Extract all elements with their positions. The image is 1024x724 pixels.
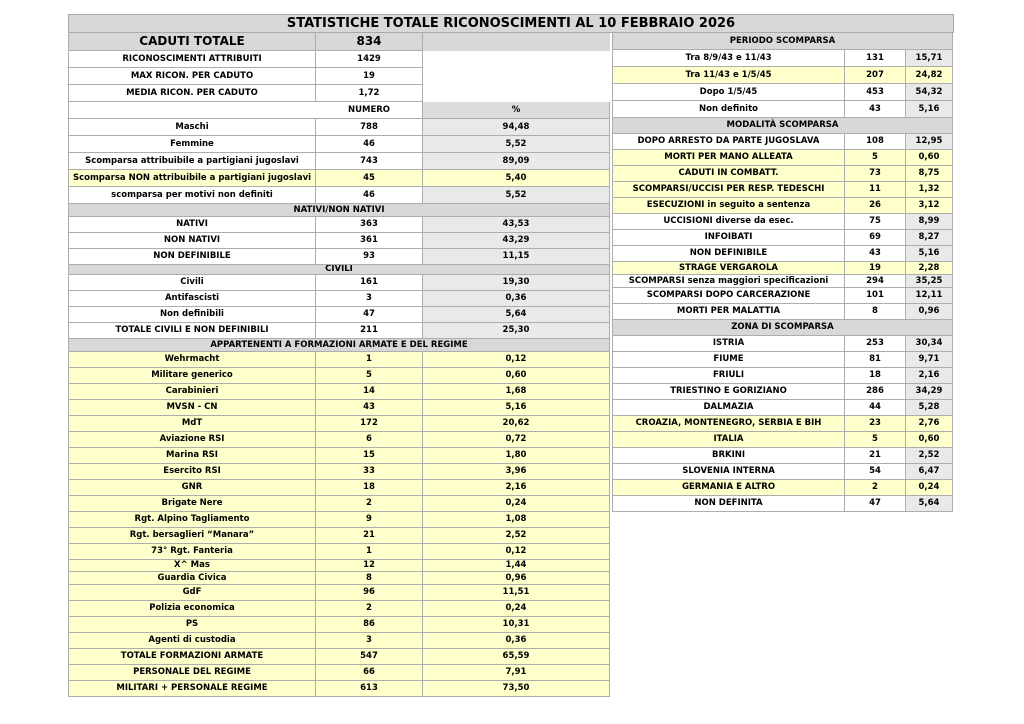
row-percent: 0,24 <box>423 496 610 512</box>
row-percent: 94,48 <box>423 119 610 136</box>
row-percent: 5,16 <box>906 246 953 262</box>
table-row <box>612 384 953 400</box>
section-title: PERIODO SCOMPARSA <box>612 33 953 50</box>
section-header-row <box>68 204 610 217</box>
row-label: Antifascisti <box>68 291 316 307</box>
row-number: 788 <box>316 119 423 136</box>
right-table <box>612 33 953 512</box>
row-number: 19 <box>316 68 423 85</box>
table-row <box>68 665 610 681</box>
table-row <box>612 288 953 304</box>
numero-column-header: NUMERO <box>316 102 423 119</box>
row-percent: 5,16 <box>906 101 953 118</box>
row-number: 43 <box>316 400 423 416</box>
table-row <box>68 601 610 617</box>
section-header-row <box>612 118 953 134</box>
section-title: NATIVI/NON NATIVI <box>68 204 610 217</box>
row-label: Brigate Nere <box>68 496 316 512</box>
row-percent: 0,24 <box>906 480 953 496</box>
table-row <box>68 368 610 384</box>
row-number: 3 <box>316 291 423 307</box>
table-row <box>68 153 610 170</box>
table-row <box>68 384 610 400</box>
table-row <box>612 262 953 275</box>
row-number: 3 <box>316 633 423 649</box>
row-number: 1 <box>316 352 423 368</box>
row-number: 47 <box>845 496 906 512</box>
row-number: 5 <box>845 150 906 166</box>
table-row <box>612 50 953 67</box>
row-label: CROAZIA, MONTENEGRO, SERBIA E BIH <box>612 416 845 432</box>
row-label: Scomparsa attribuibile a partigiani jugoslavi <box>68 153 316 170</box>
summary-row <box>68 68 610 85</box>
section-title: ZONA DI SCOMPARSA <box>612 320 953 336</box>
row-label: CADUTI IN COMBATT. <box>612 166 845 182</box>
row-label: Aviazione RSI <box>68 432 316 448</box>
row-number: 2 <box>845 480 906 496</box>
row-label: 73° Rgt. Fanteria <box>68 544 316 560</box>
table-row <box>68 512 610 528</box>
row-label: MILITARI + PERSONALE REGIME <box>68 681 316 697</box>
row-percent: 24,82 <box>906 67 953 84</box>
table-row <box>68 617 610 633</box>
row-number: 361 <box>316 233 423 249</box>
row-percent: 11,15 <box>423 249 610 265</box>
table-row <box>68 496 610 512</box>
row-percent: 0,60 <box>423 368 610 384</box>
spacer-cell <box>423 68 610 85</box>
row-number: 66 <box>316 665 423 681</box>
table-row <box>612 336 953 352</box>
row-label: ITALIA <box>612 432 845 448</box>
table-row <box>612 352 953 368</box>
row-percent: 0,96 <box>423 572 610 585</box>
row-label: TOTALE CIVILI E NON DEFINIBILI <box>68 323 316 339</box>
left-table <box>68 33 610 697</box>
table-row <box>612 464 953 480</box>
row-percent: 73,50 <box>423 681 610 697</box>
table-row <box>612 400 953 416</box>
table-row <box>68 560 610 572</box>
row-label: Rgt. Alpino Tagliamento <box>68 512 316 528</box>
row-number: 46 <box>316 187 423 204</box>
row-percent: 30,34 <box>906 336 953 352</box>
spacer-cell <box>423 85 610 102</box>
row-percent: 2,16 <box>906 368 953 384</box>
row-label: GdF <box>68 585 316 601</box>
row-label: DOPO ARRESTO DA PARTE JUGOSLAVA <box>612 134 845 150</box>
row-number: 18 <box>316 480 423 496</box>
row-label: Non definibili <box>68 307 316 323</box>
section-title: CIVILI <box>68 265 610 275</box>
table-row <box>612 416 953 432</box>
table-row <box>612 150 953 166</box>
row-number: 43 <box>845 246 906 262</box>
table-row <box>612 182 953 198</box>
row-number: 81 <box>845 352 906 368</box>
row-number: 11 <box>845 182 906 198</box>
row-number: 23 <box>845 416 906 432</box>
row-number: 46 <box>316 136 423 153</box>
row-number: 1 <box>316 544 423 560</box>
summary-row <box>68 51 610 68</box>
row-number: 207 <box>845 67 906 84</box>
row-percent: 0,36 <box>423 291 610 307</box>
row-number: 101 <box>845 288 906 304</box>
row-number: 69 <box>845 230 906 246</box>
row-percent: 5,28 <box>906 400 953 416</box>
table-row <box>68 217 610 233</box>
row-percent: 2,52 <box>906 448 953 464</box>
row-number: 547 <box>316 649 423 665</box>
table-row <box>68 187 610 204</box>
row-percent: 0,60 <box>906 432 953 448</box>
table-row <box>612 166 953 182</box>
row-label: Rgt. bersaglieri “Manara” <box>68 528 316 544</box>
row-percent: 0,36 <box>423 633 610 649</box>
row-label: PERSONALE DEL REGIME <box>68 665 316 681</box>
row-label: MAX RICON. PER CADUTO <box>68 68 316 85</box>
row-label: MdT <box>68 416 316 432</box>
row-label: FRIULI <box>612 368 845 384</box>
row-percent: 12,95 <box>906 134 953 150</box>
table-row <box>612 275 953 288</box>
row-label: ESECUZIONI in seguito a sentenza <box>612 198 845 214</box>
row-label: Polizia economica <box>68 601 316 617</box>
table-row <box>68 681 610 697</box>
row-label: X^ Mas <box>68 560 316 572</box>
row-label: Tra 8/9/43 e 11/43 <box>612 50 845 67</box>
row-number: 45 <box>316 170 423 187</box>
table-row <box>68 544 610 560</box>
row-percent: 19,30 <box>423 275 610 291</box>
row-number: 19 <box>845 262 906 275</box>
row-percent: 2,76 <box>906 416 953 432</box>
table-row <box>68 291 610 307</box>
table-row <box>68 585 610 601</box>
row-number: 21 <box>845 448 906 464</box>
page-title: STATISTICHE TOTALE RICONOSCIMENTI AL 10 FEBBRAIO 2026 <box>68 14 954 33</box>
spacer-cell <box>423 33 610 51</box>
table-row <box>68 136 610 153</box>
row-label: Esercito RSI <box>68 464 316 480</box>
row-percent: 0,72 <box>423 432 610 448</box>
row-label: Wehrmacht <box>68 352 316 368</box>
column-header-row <box>68 102 610 119</box>
row-percent: 65,59 <box>423 649 610 665</box>
row-label: FIUME <box>612 352 845 368</box>
row-label: UCCISIONI diverse da esec. <box>612 214 845 230</box>
table-row <box>68 307 610 323</box>
row-percent: 1,44 <box>423 560 610 572</box>
row-percent: 34,29 <box>906 384 953 400</box>
row-percent: 1,80 <box>423 448 610 464</box>
row-label: NON DEFINITA <box>612 496 845 512</box>
row-label: MORTI PER MALATTIA <box>612 304 845 320</box>
row-number: 12 <box>316 560 423 572</box>
row-number: 21 <box>316 528 423 544</box>
row-number: 363 <box>316 217 423 233</box>
row-label: SCOMPARSI/UCCISI PER RESP. TEDESCHI <box>612 182 845 198</box>
row-number: 47 <box>316 307 423 323</box>
row-label: Scomparsa NON attribuibile a partigiani jugoslavi <box>68 170 316 187</box>
table-row <box>612 246 953 262</box>
row-label: scomparsa per motivi non definiti <box>68 187 316 204</box>
row-percent: 5,52 <box>423 136 610 153</box>
row-number: 1,72 <box>316 85 423 102</box>
row-label: NON NATIVI <box>68 233 316 249</box>
table-row <box>68 275 610 291</box>
row-percent: 20,62 <box>423 416 610 432</box>
row-percent: 0,60 <box>906 150 953 166</box>
table-row <box>612 304 953 320</box>
table-row <box>612 101 953 118</box>
row-label: Maschi <box>68 119 316 136</box>
row-label: SCOMPARSI DOPO CARCERAZIONE <box>612 288 845 304</box>
row-number: 131 <box>845 50 906 67</box>
table-row <box>68 528 610 544</box>
row-number: 161 <box>316 275 423 291</box>
table-row <box>68 480 610 496</box>
row-number: 6 <box>316 432 423 448</box>
table-row <box>68 249 610 265</box>
table-row <box>612 480 953 496</box>
row-label: NATIVI <box>68 217 316 233</box>
row-number: 18 <box>845 368 906 384</box>
table-row <box>612 198 953 214</box>
row-percent: 25,30 <box>423 323 610 339</box>
section-header-row <box>612 320 953 336</box>
row-percent: 2,28 <box>906 262 953 275</box>
row-number: 73 <box>845 166 906 182</box>
percent-column-header: % <box>423 102 610 119</box>
row-percent: 8,75 <box>906 166 953 182</box>
row-percent: 43,53 <box>423 217 610 233</box>
row-percent: 1,32 <box>906 182 953 198</box>
row-label: RICONOSCIMENTI ATTRIBUITI <box>68 51 316 68</box>
row-number: 5 <box>316 368 423 384</box>
row-percent: 6,47 <box>906 464 953 480</box>
row-label: PS <box>68 617 316 633</box>
row-percent: 5,16 <box>423 400 610 416</box>
row-percent: 8,27 <box>906 230 953 246</box>
row-number: 172 <box>316 416 423 432</box>
table-row <box>612 67 953 84</box>
row-number: 1429 <box>316 51 423 68</box>
row-label: SCOMPARSI senza maggiori specificazioni <box>612 275 845 288</box>
row-number: 54 <box>845 464 906 480</box>
table-row <box>68 119 610 136</box>
table-row <box>612 368 953 384</box>
row-number: 294 <box>845 275 906 288</box>
table-row <box>68 633 610 649</box>
row-label: Femmine <box>68 136 316 153</box>
row-label: MEDIA RICON. PER CADUTO <box>68 85 316 102</box>
spacer-cell <box>68 102 316 119</box>
row-percent: 12,11 <box>906 288 953 304</box>
row-label: INFOIBATI <box>612 230 845 246</box>
row-percent: 54,32 <box>906 84 953 101</box>
spacer-cell <box>423 51 610 68</box>
row-percent: 5,52 <box>423 187 610 204</box>
table-row <box>68 170 610 187</box>
row-number: 75 <box>845 214 906 230</box>
row-number: 44 <box>845 400 906 416</box>
row-percent: 7,91 <box>423 665 610 681</box>
row-number: 5 <box>845 432 906 448</box>
table-row <box>612 214 953 230</box>
row-label: Non definito <box>612 101 845 118</box>
row-number: 2 <box>316 601 423 617</box>
row-number: 33 <box>316 464 423 480</box>
row-percent: 10,31 <box>423 617 610 633</box>
row-label: Marina RSI <box>68 448 316 464</box>
table-row <box>68 233 610 249</box>
row-label: MORTI PER MANO ALLEATA <box>612 150 845 166</box>
row-percent: 1,08 <box>423 512 610 528</box>
summary-row <box>68 33 610 51</box>
table-row <box>68 432 610 448</box>
table-row <box>68 416 610 432</box>
row-number: 286 <box>845 384 906 400</box>
row-number: 211 <box>316 323 423 339</box>
row-percent: 35,25 <box>906 275 953 288</box>
row-percent: 0,24 <box>423 601 610 617</box>
row-number: 253 <box>845 336 906 352</box>
row-label: TRIESTINO E GORIZIANO <box>612 384 845 400</box>
table-row <box>612 496 953 512</box>
row-percent: 5,64 <box>906 496 953 512</box>
section-header-row <box>68 265 610 275</box>
row-percent: 2,16 <box>423 480 610 496</box>
row-label: Agenti di custodia <box>68 633 316 649</box>
row-number: 743 <box>316 153 423 170</box>
table-row <box>68 464 610 480</box>
table-row <box>612 230 953 246</box>
row-percent: 8,99 <box>906 214 953 230</box>
table-row <box>68 448 610 464</box>
row-percent: 0,12 <box>423 544 610 560</box>
summary-row <box>68 85 610 102</box>
section-title: APPARTENENTI A FORMAZIONI ARMATE E DEL REGIME <box>68 339 610 352</box>
row-label: BRKINI <box>612 448 845 464</box>
table-row <box>612 432 953 448</box>
row-number: 834 <box>316 33 423 51</box>
table-row <box>68 352 610 368</box>
row-number: 15 <box>316 448 423 464</box>
row-percent: 5,64 <box>423 307 610 323</box>
row-number: 93 <box>316 249 423 265</box>
row-label: CADUTI TOTALE <box>68 33 316 51</box>
table-row <box>68 572 610 585</box>
row-percent: 11,51 <box>423 585 610 601</box>
section-title: MODALITÀ SCOMPARSA <box>612 118 953 134</box>
row-label: Dopo 1/5/45 <box>612 84 845 101</box>
row-percent: 5,40 <box>423 170 610 187</box>
row-percent: 43,29 <box>423 233 610 249</box>
row-label: NON DEFINIBILE <box>612 246 845 262</box>
row-percent: 15,71 <box>906 50 953 67</box>
row-number: 108 <box>845 134 906 150</box>
row-number: 9 <box>316 512 423 528</box>
row-number: 613 <box>316 681 423 697</box>
row-percent: 3,96 <box>423 464 610 480</box>
row-label: STRAGE VERGAROLA <box>612 262 845 275</box>
table-row <box>612 448 953 464</box>
table-row <box>68 649 610 665</box>
row-percent: 9,71 <box>906 352 953 368</box>
row-label: SLOVENIA INTERNA <box>612 464 845 480</box>
row-percent: 3,12 <box>906 198 953 214</box>
row-label: GNR <box>68 480 316 496</box>
row-label: GERMANIA E ALTRO <box>612 480 845 496</box>
row-label: Tra 11/43 e 1/5/45 <box>612 67 845 84</box>
row-percent: 89,09 <box>423 153 610 170</box>
row-number: 86 <box>316 617 423 633</box>
row-number: 43 <box>845 101 906 118</box>
row-label: Carabinieri <box>68 384 316 400</box>
row-percent: 1,68 <box>423 384 610 400</box>
row-label: TOTALE FORMAZIONI ARMATE <box>68 649 316 665</box>
row-label: Militare generico <box>68 368 316 384</box>
section-header-row <box>612 33 953 50</box>
section-header-row <box>68 339 610 352</box>
row-number: 96 <box>316 585 423 601</box>
table-row <box>612 84 953 101</box>
table-row <box>612 134 953 150</box>
row-number: 14 <box>316 384 423 400</box>
row-label: MVSN - CN <box>68 400 316 416</box>
row-number: 8 <box>316 572 423 585</box>
row-number: 2 <box>316 496 423 512</box>
row-percent: 0,96 <box>906 304 953 320</box>
row-number: 453 <box>845 84 906 101</box>
table-row <box>68 400 610 416</box>
table-row <box>68 323 610 339</box>
row-label: DALMAZIA <box>612 400 845 416</box>
row-label: NON DEFINIBILE <box>68 249 316 265</box>
row-number: 8 <box>845 304 906 320</box>
row-label: Civili <box>68 275 316 291</box>
row-percent: 2,52 <box>423 528 610 544</box>
row-label: ISTRIA <box>612 336 845 352</box>
row-label: Guardia Civica <box>68 572 316 585</box>
statistics-sheet <box>68 14 954 693</box>
row-percent: 0,12 <box>423 352 610 368</box>
row-number: 26 <box>845 198 906 214</box>
